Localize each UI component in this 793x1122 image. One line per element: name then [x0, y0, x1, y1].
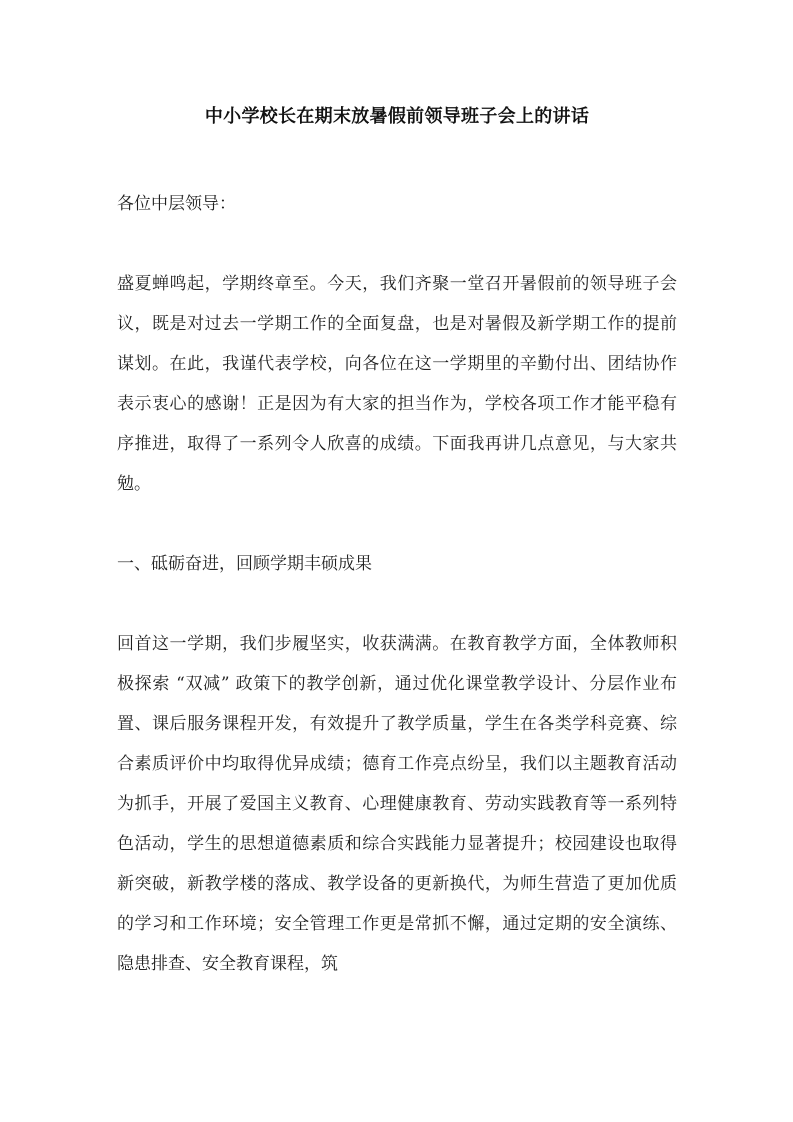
page-content [117, 0, 677, 984]
section-one-body: 回首这一学期，我们步履坚实，收获满满。在教育教学方面，全体教师积极探索 “双减” 政策下的教学创新，通过优化课堂教学设计、分层作业布置、课后服务课程开发，有效提升了教学质量，学生在各类学科竞赛、综合素质评价中均取得优异成绩；德育工作亮点纷呈，我们以主题教育活动为抓手，开展了爱国主义教育、心理健康教育、劳动实践教育等一系列特色活动，学生的思想道德素质和综合实践能力显著提升；校园建设也取得新突破，新教学楼的落成、教学设备的更新换代，为师生营造了更加优质的学习和工作环境；安全管理工作更是常抓不懈，通过定期的安全演练、隐患排查、安全教育课程，筑 [117, 634, 677, 974]
salutation: 各位中层领导： [117, 194, 236, 214]
page-title: 中小学校长在期末放暑假前领导班子会上的讲话 [204, 106, 590, 127]
opening-paragraph: 盛夏蝉鸣起，学期终章至。今天，我们齐聚一堂召开暑假前的领导班子会议，既是对过去一学期工作的全面复盘，也是对暑假及新学期工作的提前谋划。在此，我谨代表学校，向各位在这一学期里的辛勤付出、团结协作表示衷心的感谢！正是因为有大家的担当作为，学校各项工作才能平稳有序推进，取得了一系列令人欣喜的成绩。下面我再讲几点意见，与大家共勉。 [117, 274, 677, 494]
section-heading-one: 一、砥砺奋进，回顾学期丰硕成果 [117, 554, 372, 574]
